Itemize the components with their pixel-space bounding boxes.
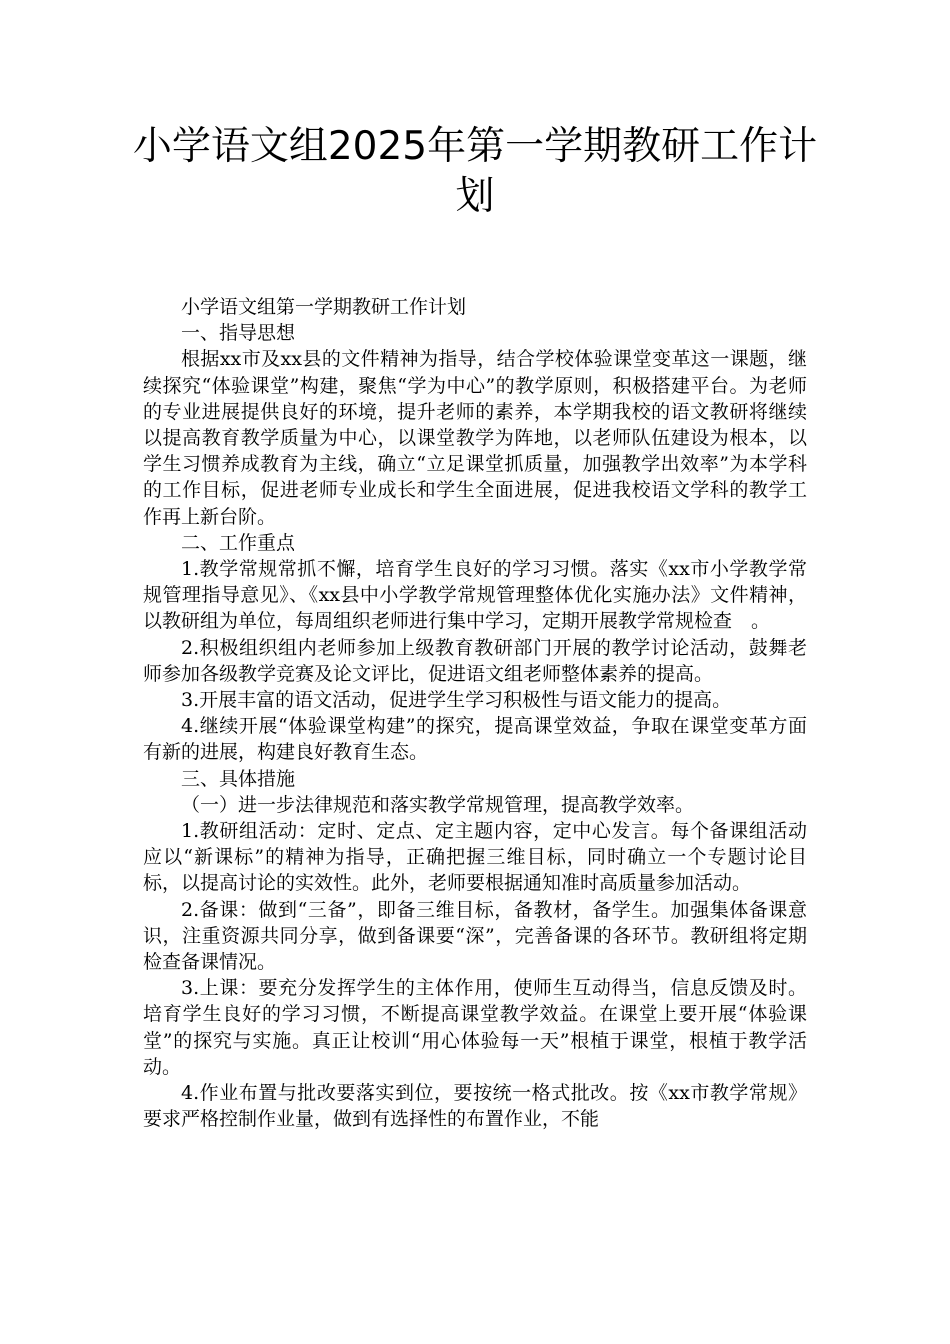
paragraph-guiding-thought: 根据xx市及xx县的文件精神为指导，结合学校体验课堂变革这一课题，继续探究“体验课堂”构建，聚焦“学为中心”的教学原则，积极搭建平台。为老师的专业进展提供良好的环境，提升老师的素养，本学期我校的语文教研将继续以提高教育教学质量为中心，以课堂教学为阵地，以老师队伍建设为根本，以学生习惯养成教育为主线，确立“立足课堂抓质量，加强教学出效率”为本学科的工作目标，促进老师专业成长和学生全面进展，促进我校语文学科的教学工作再上新台阶。 bbox=[143, 348, 807, 528]
subsection-heading-1: （一）进一步法律规范和落实教学常规管理，提高教学效率。 bbox=[181, 793, 695, 816]
section-heading-work-focus: 二、工作重点 bbox=[181, 531, 296, 554]
paragraph-focus-4: 4.继续开展“体验课堂构建”的探究，提高课堂效益，争取在课堂变革方面有新的进展，构建良好教育生态。 bbox=[143, 715, 807, 764]
paragraph-measure-4: 4.作业布置与批改要落实到位，要按统一格式批改。按《xx市教学常规》要求严格控制作业量，做到有选择性的布置作业，不能 bbox=[143, 1082, 807, 1131]
document-title: 小学语文组2025年第一学期教研工作计划 bbox=[132, 124, 818, 219]
paragraph-focus-1: 1.教学常规常抓不懈，培育学生良好的学习习惯。落实《xx市小学教学常规管理指导意见》、《xx县中小学教学常规管理整体优化实施办法》文件精神，以教研组为单位，每周组织老师进行集中学习，定期开展教学常规检查 。 bbox=[143, 558, 807, 633]
paragraph-focus-3: 3.开展丰富的语文活动，促进学生学习积极性与语文能力的提高。 bbox=[181, 689, 732, 712]
document-body bbox=[143, 294, 807, 1133]
subtitle-paragraph: 小学语文组第一学期教研工作计划 bbox=[181, 296, 467, 318]
section-heading-measures: 三、具体措施 bbox=[181, 767, 296, 790]
paragraph-measure-3: 3.上课：要充分发挥学生的主体作用，使师生互动得当，信息反馈及时。培育学生良好的学习习惯，不断提高课堂教学效益。在课堂上要开展“体验课堂”的探究与实施。真正让校训“用心体验每一天”根植于课堂，根植于教学活动。 bbox=[143, 977, 807, 1078]
paragraph-measure-2: 2.备课：做到“三备”，即备三维目标，备教材，备学生。加强集体备课意识，注重资源共同分享，做到备课要“深”，完善备课的各环节。教研组将定期检查备课情况。 bbox=[143, 898, 807, 974]
paragraph-measure-1: 1.教研组活动：定时、定点、定主题内容，定中心发言。每个备课组活动应以“新课标”的精神为指导，正确把握三维目标，同时确立一个专题讨论目标，以提高讨论的实效性。此外，老师要根据通知准时高质量参加活动。 bbox=[143, 820, 807, 895]
paragraph-focus-2: 2.积极组织组内老师参加上级教育教研部门开展的教学讨论活动，鼓舞老师参加各级教学竞赛及论文评比，促进语文组老师整体素养的提高。 bbox=[143, 636, 807, 685]
section-heading-guiding-thought: 一、指导思想 bbox=[181, 322, 296, 345]
